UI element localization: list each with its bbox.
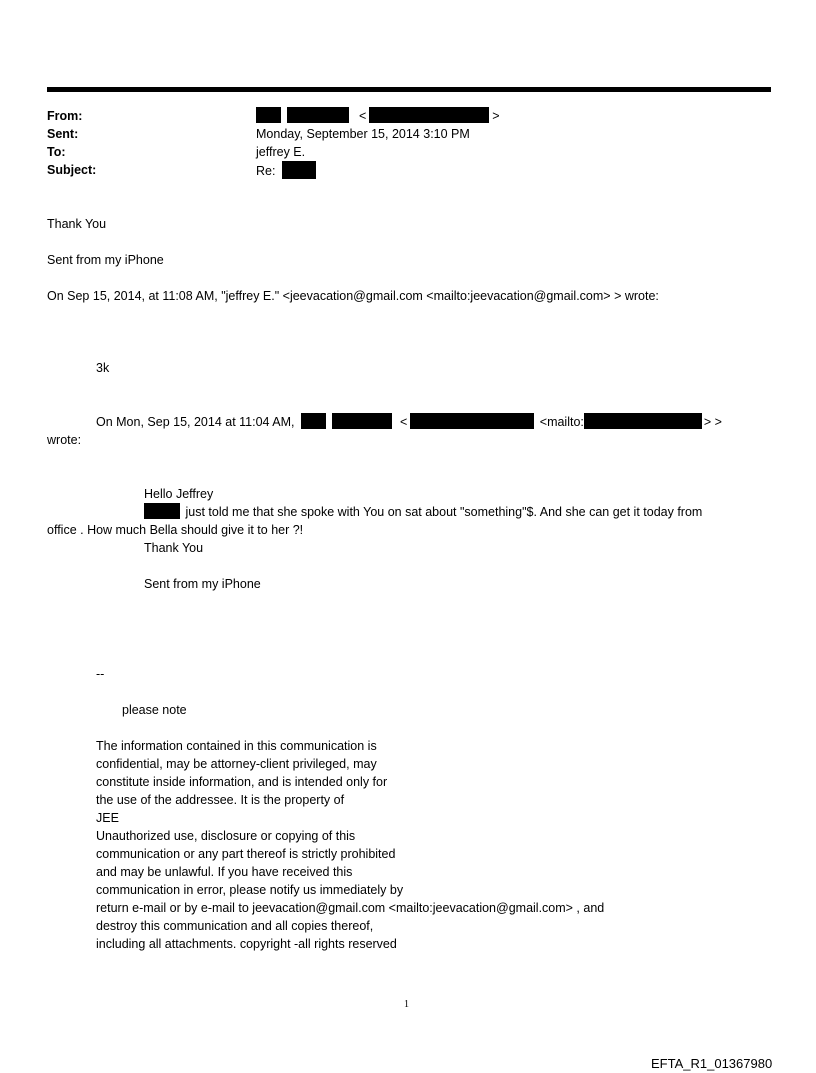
quote-lt: < <box>399 415 408 429</box>
from-gt: > <box>492 109 500 123</box>
inner-quote-prefix: On Mon, Sep 15, 2014 at 11:04 AM, <box>96 415 295 429</box>
sent-value: Monday, September 15, 2014 3:10 PM <box>256 127 470 141</box>
redaction-block <box>256 107 281 123</box>
disclaimer-line: the use of the addressee. It is the property of <box>96 793 345 807</box>
redaction-block <box>332 413 392 429</box>
please-note: please note <box>122 703 187 717</box>
inner-message-wrap: office . How much Bella should give it to her ?! <box>47 523 304 537</box>
redaction-block <box>144 503 180 519</box>
redaction-block <box>282 161 316 179</box>
to-value: jeffrey E. <box>256 145 306 159</box>
body-thank-you: Thank You <box>47 217 107 231</box>
body-quote-header: On Sep 15, 2014, at 11:08 AM, "jeffrey E." <jeevacation@gmail.com <mailto:jeevacation@gmail.com> > wrote: <box>47 289 659 303</box>
sent-label: Sent: <box>47 127 79 141</box>
disclaimer-line: JEE <box>96 811 119 825</box>
signature-separator: -- <box>96 667 105 681</box>
to-label: To: <box>47 145 66 159</box>
disclaimer-line: confidential, may be attorney-client privileged, may <box>96 757 377 771</box>
inner-sent-from: Sent from my iPhone <box>144 577 261 591</box>
page-number: 1 <box>404 999 409 1010</box>
inner-message-text: just told me that she spoke with You on sat about "something"$. And she can get it today from <box>185 505 703 519</box>
body-sent-from: Sent from my iPhone <box>47 253 164 267</box>
subject-value <box>256 161 316 180</box>
inner-hello: Hello Jeffrey <box>144 487 214 501</box>
disclaimer-line: The information contained in this communication is <box>96 739 377 753</box>
inner-thanks: Thank You <box>144 541 204 555</box>
disclaimer-line: including all attachments. copyright -all rights reserved <box>96 937 397 951</box>
quote-end: > > <box>703 415 722 429</box>
from-value <box>256 107 500 125</box>
disclaimer-line: constitute inside information, and is intended only for <box>96 775 388 789</box>
inner-quote-header <box>96 413 722 431</box>
disclaimer-line: return e-mail or by e-mail to jeevacation@gmail.com <mailto:jeevacation@gmail.com> , and <box>96 901 605 915</box>
subject-prefix: Re: <box>256 164 276 178</box>
reply-3k: 3k <box>96 361 110 375</box>
quote-mailto: <mailto: <box>539 415 584 429</box>
from-label: From: <box>47 109 83 123</box>
redaction-block <box>369 107 489 123</box>
inner-quote-wrote: wrote: <box>47 433 82 447</box>
disclaimer-line: destroy this communication and all copies thereof, <box>96 919 374 933</box>
disclaimer-line: and may be unlawful. If you have received this <box>96 865 353 879</box>
header-rule <box>47 87 771 92</box>
inner-message-line <box>144 503 702 521</box>
redaction-block <box>410 413 534 429</box>
redaction-block <box>584 413 702 429</box>
disclaimer-line: communication in error, please notify us immediately by <box>96 883 404 897</box>
from-lt: < <box>358 109 367 123</box>
redaction-block <box>287 107 349 123</box>
disclaimer-line: communication or any part thereof is strictly prohibited <box>96 847 396 861</box>
disclaimer-line: Unauthorized use, disclosure or copying of this <box>96 829 356 843</box>
redaction-block <box>301 413 326 429</box>
subject-label: Subject: <box>47 163 97 177</box>
document-id: EFTA_R1_01367980 <box>651 1056 773 1071</box>
